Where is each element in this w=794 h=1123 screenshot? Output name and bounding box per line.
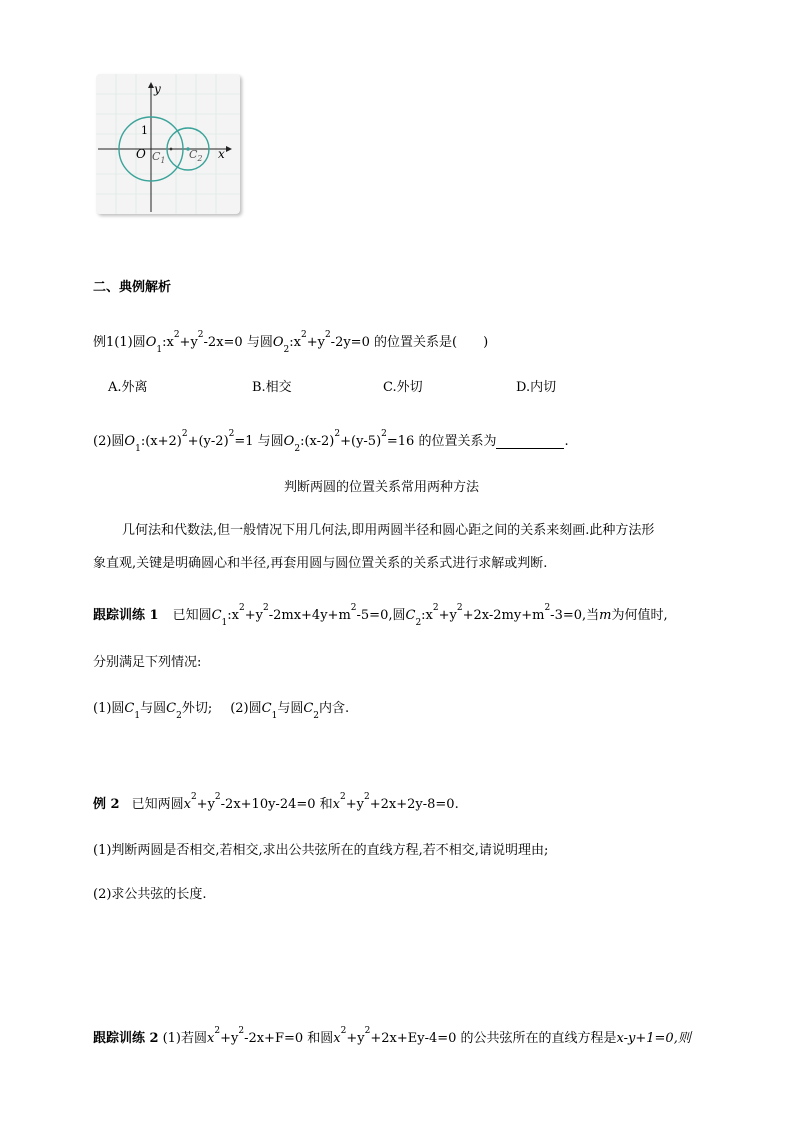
ex1-o1-sub: 1 xyxy=(156,345,163,355)
track1-eqF: +y xyxy=(438,608,457,623)
option-d: D.内切 xyxy=(516,380,557,395)
two-circles-figure xyxy=(96,74,240,214)
track1-q2-c2-sub: 2 xyxy=(313,711,320,721)
ex2-a1: x xyxy=(183,797,191,812)
track1-q1b: 与圆 xyxy=(140,701,167,716)
method-paragraph-line-2: 象直观,关键是明确圆心和半径,再套用圆与圆位置关系的关系式进行求解或判断. xyxy=(93,556,548,571)
tracking-exercise-1-questions xyxy=(93,697,350,721)
ex2-label: 例 2 xyxy=(93,797,120,812)
track1-sq2: 2 xyxy=(262,603,269,613)
ex1-eq2a: :x xyxy=(289,335,301,350)
tick-one-label: 1 xyxy=(141,124,148,137)
track2-t1: (1)若圆 xyxy=(162,1031,207,1046)
ex2-b3: +2x+2y-8=0. xyxy=(369,797,459,812)
ex1-2-sq4: 2 xyxy=(381,429,387,439)
y-axis-label: y xyxy=(154,82,161,96)
track1-q2a: (2)圆 xyxy=(230,701,262,716)
track1-c1: C xyxy=(211,608,222,623)
track1-eqE: :x xyxy=(421,608,433,623)
ex1-2-sq1: 2 xyxy=(181,429,188,439)
example-2-question-1: (1)判断两圆是否相交,若相交,求出公共弦所在的直线方程,若不相交,请说明理由; xyxy=(93,843,549,858)
track1-sq4: 2 xyxy=(432,603,439,613)
track1-m: m xyxy=(599,608,612,623)
track1-c2-sub: 2 xyxy=(415,618,422,628)
ex1-eq1b: +y xyxy=(179,335,198,350)
track2-a2: +y xyxy=(220,1031,239,1046)
ex1-2-o2: O xyxy=(283,434,295,449)
ex1-close: ) xyxy=(483,335,489,350)
ex2-t1: 已知两圆 xyxy=(131,797,184,812)
ex2-b2: +y xyxy=(345,797,364,812)
track2-sq1: 2 xyxy=(214,1026,221,1036)
ex1-2-o2-sub: 2 xyxy=(294,444,301,454)
track1-sq6: 2 xyxy=(544,603,551,613)
track1-q1-c2-sub: 2 xyxy=(176,711,182,721)
example-1-part-2 xyxy=(93,429,569,454)
method-paragraph-line-1: 几何法和代数法,但一般情况下用几何法,即用两圆半径和圆心距之间的关系来刻画.此种方法形 xyxy=(122,523,655,538)
c2-label: $C_2$ xyxy=(189,148,203,163)
track2-sq3: 2 xyxy=(340,1026,347,1036)
ex1-2-eq1c: =1 与圆 xyxy=(234,434,284,449)
ex1-prefix: 例1(1)圆 xyxy=(93,335,146,350)
track1-eqA: :x xyxy=(227,608,239,623)
ex1-2-o1-sub: 1 xyxy=(135,444,141,454)
ex1-sq1: 2 xyxy=(173,330,180,340)
option-c: C.外切 xyxy=(383,380,423,395)
tracking-exercise-2 xyxy=(93,1027,691,1046)
c1-label: $C_1$ xyxy=(152,150,166,165)
ex1-sq4: 2 xyxy=(324,330,331,340)
track1-eqH: -3=0,当 xyxy=(550,608,600,623)
origin-label: O xyxy=(136,147,146,161)
track2-sq2: 2 xyxy=(238,1026,245,1036)
track1-q1-c1: C xyxy=(124,701,135,716)
ex1-sq3: 2 xyxy=(300,330,307,340)
track1-q1-c1-sub: 1 xyxy=(134,711,141,721)
ex2-a2: +y xyxy=(196,797,215,812)
track2-label: 跟踪训练 2 xyxy=(93,1031,159,1046)
track1-t1: 已知圆 xyxy=(172,608,212,623)
ex2-b1: x xyxy=(332,797,341,812)
option-b: B.相交 xyxy=(252,380,292,395)
track1-sq1: 2 xyxy=(239,603,245,613)
section-heading: 二、典例解析 xyxy=(93,280,172,295)
ex1-sq2: 2 xyxy=(197,330,204,340)
track1-eqG: +2x-2my+m xyxy=(462,608,545,623)
track1-q2c: 内含. xyxy=(319,701,350,716)
ex1-2-eq1b: +(y-2) xyxy=(187,434,229,449)
track2-a1: x xyxy=(207,1031,215,1046)
track2-sq4: 2 xyxy=(364,1026,371,1036)
ex1-o2: O xyxy=(272,335,284,350)
tracking-exercise-1 xyxy=(93,603,668,628)
ex2-a3: -2x+10y-24=0 和 xyxy=(220,797,333,812)
ex2-sq2: 2 xyxy=(214,792,221,802)
ex1-2-prefix: (2)圆 xyxy=(93,434,125,449)
method-title: 判断两圆的位置关系常用两种方法 xyxy=(284,480,480,495)
track1-q1c: 外切; xyxy=(181,701,213,716)
track1-q2-c2: C xyxy=(303,701,314,716)
track2-b1: x xyxy=(333,1031,341,1046)
track1-eqI: 为何值时, xyxy=(611,608,668,623)
example-2-question-2: (2)求公共弦的长度. xyxy=(93,887,207,902)
track2-b2: +y xyxy=(346,1031,365,1046)
center-c1 xyxy=(170,148,173,151)
track1-q1a: (1)圆 xyxy=(93,701,125,716)
track1-sq5: 2 xyxy=(456,603,463,613)
track1-q2b: 与圆 xyxy=(277,701,304,716)
answer-blank[interactable] xyxy=(496,436,564,449)
ex1-eq1c: -2x=0 与圆 xyxy=(203,335,273,350)
ex1-eq2c: -2y=0 的位置关系是( xyxy=(330,335,458,350)
track1-q2-c1: C xyxy=(261,701,272,716)
ex1-2-sq3: 2 xyxy=(334,429,341,439)
ex2-sq3: 2 xyxy=(340,792,346,802)
ex2-sq4: 2 xyxy=(364,792,370,802)
ex1-2-o1: O xyxy=(124,434,136,449)
ex1-2-sq2: 2 xyxy=(228,429,235,439)
track2-b4: x-y+1=0,则 xyxy=(616,1031,691,1046)
figure-svg xyxy=(96,74,240,214)
track1-eqD: -5=0,圆 xyxy=(356,608,406,623)
ex1-eq1a: :x xyxy=(162,335,174,350)
track1-sq3: 2 xyxy=(350,603,357,613)
ex2-sq1: 2 xyxy=(190,792,197,802)
x-axis-arrow xyxy=(226,146,232,152)
track1-q1-c2: C xyxy=(166,701,177,716)
ex1-2-eq2c: =16 的位置关系为 xyxy=(386,434,497,449)
track1-label: 跟踪训练 1 xyxy=(93,608,159,623)
ex1-2-eq1a: :(x+2) xyxy=(140,434,182,449)
ex1-o1: O xyxy=(145,335,157,350)
option-a: A.外离 xyxy=(108,380,148,395)
example-1-part-1 xyxy=(93,330,489,355)
tracking-exercise-1-line-2: 分别满足下列情况: xyxy=(93,655,202,670)
ex1-2-eq2a: :(x-2) xyxy=(300,434,335,449)
ex1-2-eq2b: +(y-5) xyxy=(340,434,382,449)
track1-eqB: +y xyxy=(244,608,263,623)
track1-q2-c1-sub: 1 xyxy=(271,711,278,721)
track1-eqC: -2mx+4y+m xyxy=(268,608,351,623)
x-axis-label: x xyxy=(218,147,225,161)
ex1-o2-sub: 2 xyxy=(283,345,290,355)
example-2 xyxy=(93,793,459,812)
ex1-2-end: . xyxy=(564,434,569,449)
track2-a3: -2x+F=0 和圆 xyxy=(244,1031,334,1046)
track1-c2: C xyxy=(405,608,416,623)
track1-c1-sub: 1 xyxy=(221,618,228,628)
ex1-eq2b: +y xyxy=(306,335,325,350)
track2-b3: +2x+Ey-4=0 的公共弦所在的直线方程是 xyxy=(370,1031,617,1046)
